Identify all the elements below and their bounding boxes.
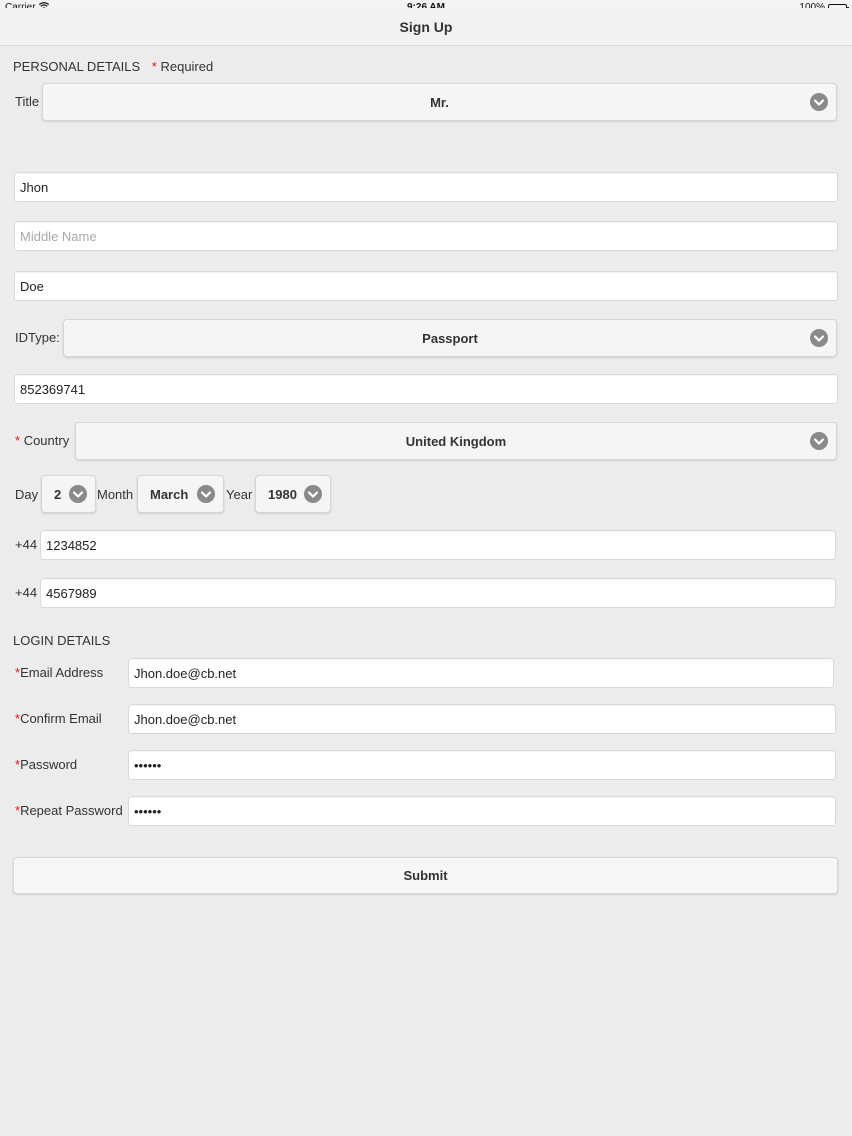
title-label: Title	[15, 94, 40, 109]
password-required-star: *	[15, 757, 21, 772]
last-name-input[interactable]	[14, 271, 838, 301]
confirm-email-required-star: *	[15, 711, 21, 726]
password-label	[15, 757, 77, 772]
page-title: Sign Up	[399, 18, 453, 35]
country-label-text: Country	[23, 433, 70, 448]
navigation-bar	[0, 8, 852, 46]
chevron-down-icon	[304, 485, 322, 503]
day-label: Day	[15, 487, 39, 502]
confirm-email-input[interactable]	[128, 704, 836, 734]
repeat-password-label	[15, 803, 123, 818]
submit-button[interactable]: Submit	[13, 857, 838, 894]
required-star: *	[151, 59, 157, 74]
month-label: Month	[97, 487, 134, 502]
phone1-prefix: +44	[15, 537, 38, 552]
year-select-value: 1980	[268, 486, 297, 502]
chevron-down-icon	[810, 93, 828, 111]
idtype-label: IDType:	[15, 330, 60, 345]
first-name-input[interactable]	[14, 172, 838, 202]
phone1-input[interactable]	[40, 530, 836, 560]
country-select-value: United Kingdom	[405, 433, 507, 449]
country-select[interactable]	[75, 422, 837, 460]
email-label-text: Email Address	[20, 665, 104, 680]
phone2-input[interactable]	[40, 578, 836, 608]
phone2-prefix: +44	[15, 585, 38, 600]
personal-details-heading	[13, 59, 213, 74]
chevron-down-icon	[810, 432, 828, 450]
month-select-value: March	[150, 486, 189, 502]
idtype-select[interactable]	[63, 319, 837, 357]
login-details-heading: LOGIN DETAILS	[13, 633, 111, 648]
title-select[interactable]	[42, 83, 837, 121]
chevron-down-icon	[810, 329, 828, 347]
password-label-text: Password	[20, 757, 78, 772]
password-input[interactable]	[128, 750, 836, 780]
chevron-down-icon	[197, 485, 215, 503]
middle-name-input[interactable]	[14, 221, 838, 251]
id-number-input[interactable]	[14, 374, 838, 404]
repeat-password-required-star: *	[15, 803, 21, 818]
personal-details-title: PERSONAL DETAILS	[13, 59, 141, 74]
email-label	[15, 665, 103, 680]
required-label: Required	[160, 59, 214, 74]
country-label	[15, 433, 69, 448]
repeat-password-label-text: Repeat Password	[20, 803, 123, 818]
year-label: Year	[226, 487, 253, 502]
repeat-password-input[interactable]	[128, 796, 836, 826]
confirm-email-label-text: Confirm Email	[20, 711, 102, 726]
title-select-value: Mr.	[430, 94, 449, 110]
day-select[interactable]	[41, 475, 96, 513]
confirm-email-label	[15, 711, 102, 726]
month-select[interactable]	[137, 475, 224, 513]
day-select-value: 2	[54, 486, 62, 502]
idtype-select-value: Passport	[422, 330, 478, 346]
country-required-star: *	[15, 433, 21, 448]
email-input[interactable]	[128, 658, 834, 688]
chevron-down-icon	[69, 485, 87, 503]
year-select[interactable]	[255, 475, 331, 513]
email-required-star: *	[15, 665, 21, 680]
